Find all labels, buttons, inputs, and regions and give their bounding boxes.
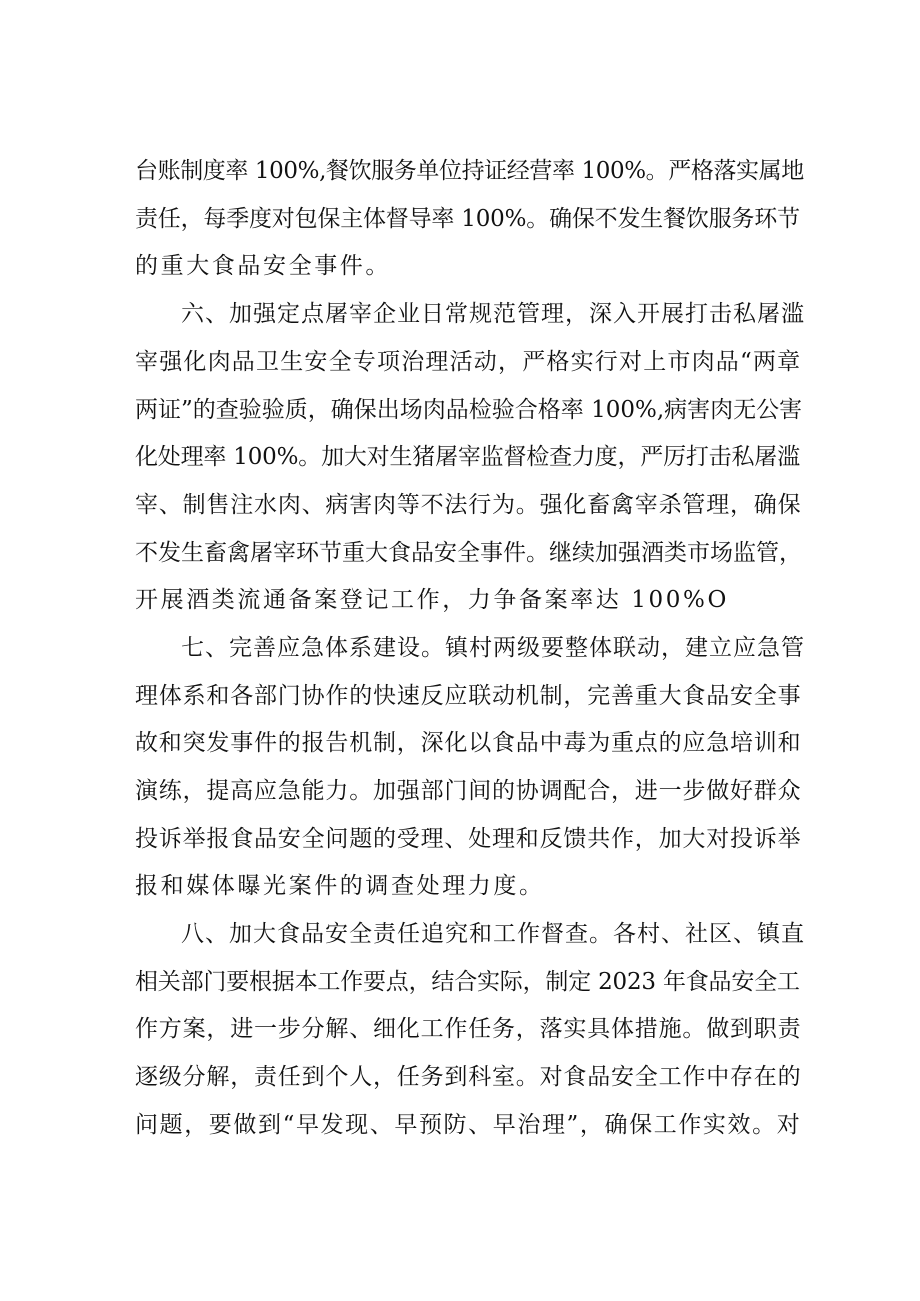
paragraph-line: 责任，每季度对包保主体督导率 100%。确保不发生餐饮服务环节	[135, 206, 800, 232]
paragraph-line: 的重大食品安全事件。	[135, 253, 391, 279]
paragraph-line: 宰、制售注水肉、病害肉等不法行为。强化畜禽宰杀管理，确保	[135, 492, 802, 518]
paragraph-line: 不发生畜禽屠宰环节重大食品安全事件。继续加强酒类市场监管，	[135, 540, 802, 566]
paragraph-line: 逐级分解，责任到个人，任务到科室。对食品安全工作中存在的	[135, 1064, 802, 1090]
paragraph-first-line: 七、完善应急体系建设。镇村两级要整体联动，建立应急管	[181, 635, 805, 661]
paragraph-line: 宰强化肉品卫生安全专项治理活动，严格实行对上市肉品“两章	[135, 349, 802, 375]
paragraph-line: 报和媒体曝光案件的调查处理力度。	[135, 873, 545, 899]
paragraph-first-line: 八、加大食品安全责任追究和工作督查。各村、社区、镇直	[181, 921, 805, 947]
paragraph-line: 作方案，进一步分解、细化工作任务，落实具体措施。做到职责	[135, 1016, 802, 1042]
paragraph-line: 问题，要做到“早发现、早预防、早治理”，确保工作实效。对	[135, 1112, 802, 1138]
paragraph-line: 相关部门要根据本工作要点，结合实际，制定 2023 年食品安全工	[135, 969, 800, 995]
paragraph-line: 投诉举报食品安全问题的受理、处理和反馈共作，加大对投诉举	[135, 826, 802, 852]
paragraph-first-line: 六、加强定点屠宰企业日常规范管理，深入开展打击私屠滥	[181, 301, 805, 327]
paragraph-line: 演练，提高应急能力。加强部门间的协调配合，进一步做好群众	[135, 778, 802, 804]
paragraph-line: 理体系和各部门协作的快速反应联动机制，完善重大食品安全事	[135, 683, 802, 709]
paragraph-line: 台账制度率 100%,餐饮服务单位持证经营率 100%。严格落实属地	[135, 158, 804, 184]
paragraph-line: 两证”的查验验质，确保出场肉品检验合格率 100%,病害肉无公害	[135, 397, 803, 423]
paragraph-line: 化处理率 100%。加大对生猪屠宰监督检查力度，严厉打击私屠滥	[135, 444, 800, 470]
paragraph-line: 开展酒类流通备案登记工作，力争备案率达 100%O	[135, 587, 729, 613]
paragraph-line: 故和突发事件的报告机制，深化以食品中毒为重点的应急培训和	[135, 730, 802, 756]
